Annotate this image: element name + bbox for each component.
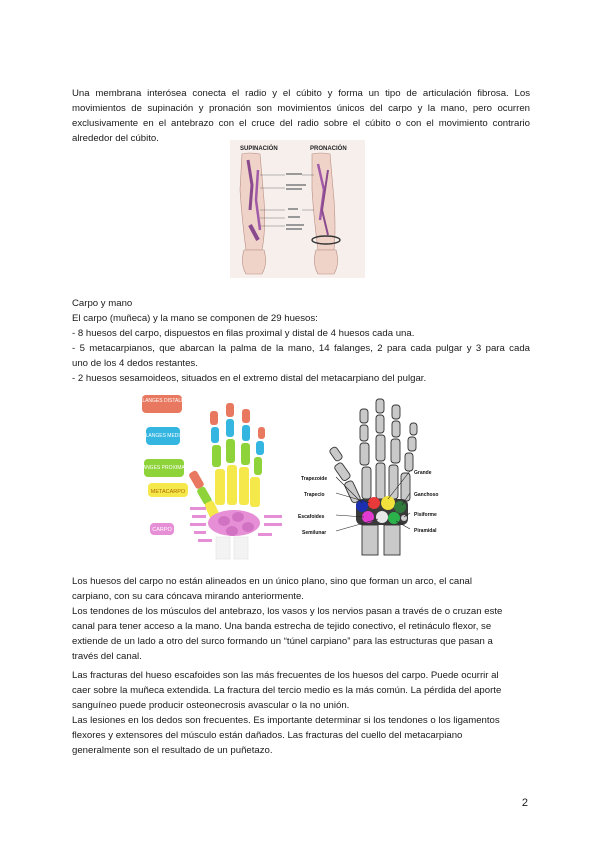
intro-line: alrededor del cúbito.: [72, 133, 159, 144]
skeletal-hand-diagram: [298, 399, 438, 555]
body-line: extiende de un lado a otro del surco formando un “túnel carpiano” para las estructuras que pasan a: [72, 636, 493, 647]
semilunar-label: Semilunar: [302, 530, 327, 536]
carpo-line: El carpo (muñeca) y la mano se componen de 29 huesos:: [72, 313, 318, 324]
metacarpal-label: METACARPO: [150, 489, 186, 495]
colored-hand-diagram: [138, 395, 282, 559]
fractures-line: generalmente son el resultado de un puñetazo.: [72, 745, 273, 756]
intro-paragraph: [72, 86, 530, 146]
carpo-line: - 5 metacarpianos, que abarcan la palma de la mano, 14 falanges, 2 para cada pulgar y 3 para cada: [72, 343, 530, 354]
distal-phalanges-label: FALANGES DISTALES: [138, 398, 188, 404]
intro-line: movimientos de supinación y pronación son movimientos únicos del carpo y la mano, pero ocurren: [72, 103, 530, 114]
piramidal-label: Piramidal: [414, 528, 437, 534]
carpo-line: - 8 huesos del carpo, dispuestos en filas proximal y distal de 4 huesos cada una.: [72, 328, 415, 339]
pronation-label: PRONACIÓN: [310, 146, 347, 152]
body-line: Los huesos del carpo no están alineados en un único plano, sino que forman un arco, el canal: [72, 576, 473, 587]
hand-bones-figure: [138, 389, 468, 561]
page-number: 2: [521, 797, 528, 809]
intro-line: exclusivamente en el antebrazo con el cruce del radio sobre el cúbito o con el movimiento contrario: [72, 118, 530, 129]
ganchoso-bone: [394, 501, 406, 513]
trapezoide-label: Trapezoide: [301, 476, 328, 482]
fractures-line: sanguíneo puede producir osteonecrosis avascular o la no unión.: [72, 700, 350, 711]
proximal-phalanges-label: FALANGES PROXIMALES: [138, 465, 195, 471]
carpo-line: - 2 huesos sesamoideos, situados en el extremo distal del metacarpiano del pulgar.: [72, 373, 427, 384]
body-line: canal para tener acceso a la mano. Una banda estrecha de tejido conectivo, el retináculo flexor, se: [72, 621, 492, 632]
pisiforme-label: Pisiforme: [414, 512, 437, 518]
supination-pronation-figure: [230, 140, 365, 278]
fractures-line: Las lesiones en los dedos son frecuentes. Es importante determinar si los tendones o los ligamentos: [72, 715, 500, 726]
fractures-paragraph: [72, 668, 530, 758]
grande-label: Grande: [414, 470, 432, 476]
semilunar-bone: [376, 511, 388, 523]
escafoides-label: Escafoides: [298, 514, 325, 520]
carpal-label: CARPO: [152, 527, 172, 533]
fractures-line: caer sobre la muñeca extendida. La fractura del tercio medio es la más común. La pérdida del aporte: [72, 685, 502, 696]
section-heading: Carpo y mano: [72, 298, 133, 309]
intro-line: Una membrana interósea conecta el radio y el cúbito y forma un tipo de articulación fibrosa. Los: [72, 88, 530, 99]
carpo-section: [72, 296, 530, 386]
supination-arm-illustration: [240, 153, 266, 274]
grande-bone: [381, 496, 395, 510]
fractures-line: Las fracturas del hueso escafoides son las más frecuentes de los huesos del carpo. Puede ocurrir al: [72, 670, 499, 681]
body-line: carpiano, con su cara cóncava mirando anteriormente.: [72, 591, 304, 602]
body-line: Los tendones de los músculos del antebrazo, los vasos y los nervios pasan a través de o cruzan este: [72, 606, 503, 617]
trapecio-label: Trapecio: [304, 492, 325, 498]
fractures-line: flexores y extensores del músculo están dañados. Las fracturas del cuello del metacarpiano: [72, 730, 463, 741]
carpal-canal-paragraph: [72, 574, 530, 664]
ganchoso-label: Ganchoso: [414, 492, 439, 498]
middle-phalanges-label: FALANGES MEDIAS: [139, 433, 187, 439]
body-line: través del canal.: [72, 651, 142, 662]
supination-label: SUPINACIÓN: [240, 146, 278, 152]
carpo-line: uno de los 4 dedos restantes.: [72, 358, 198, 369]
